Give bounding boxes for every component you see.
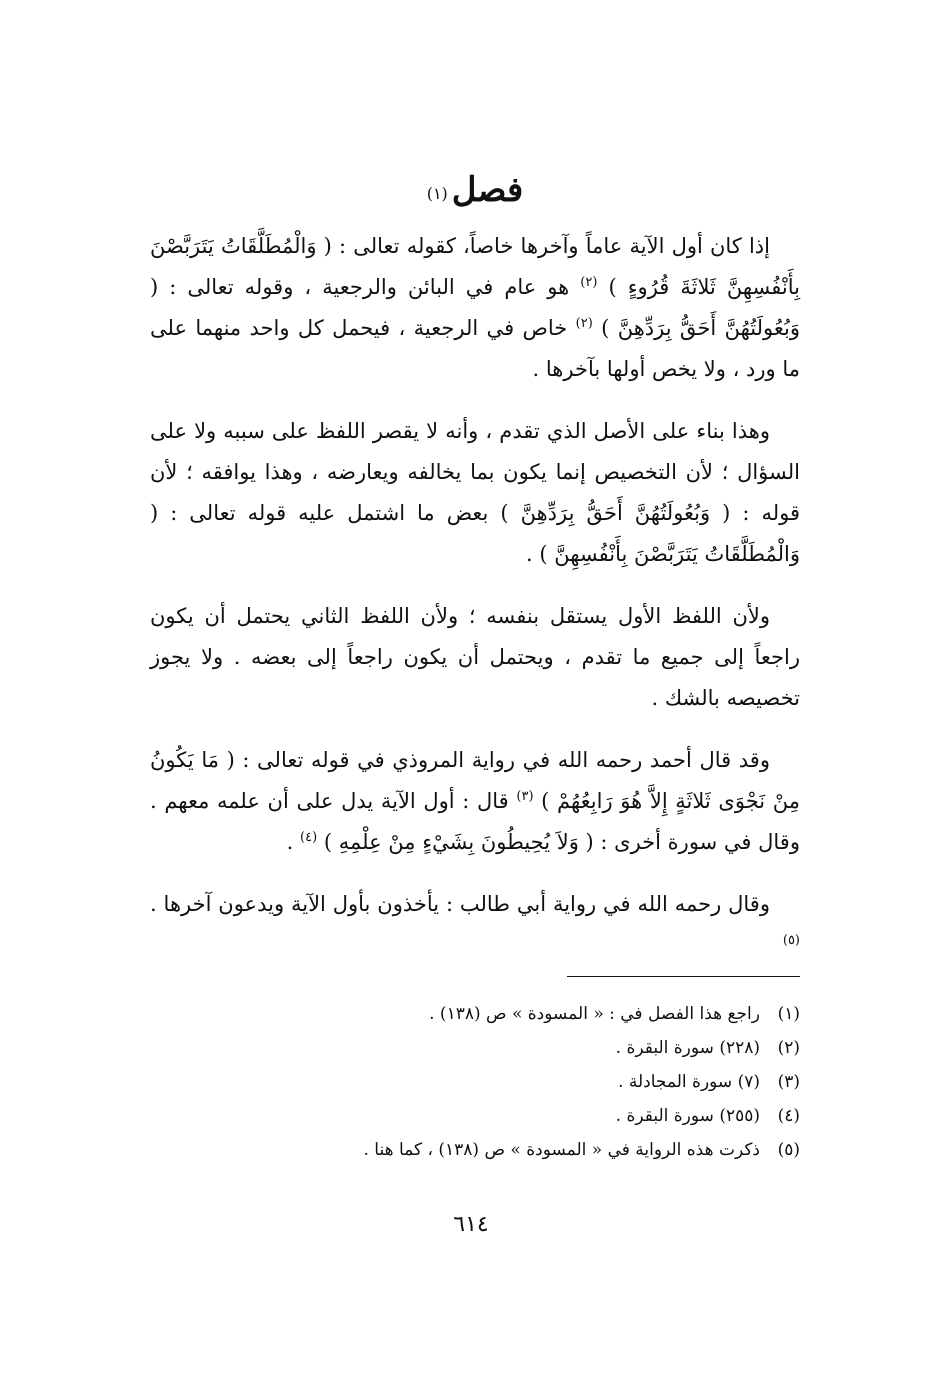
paragraph-1-text: إذا كان أول الآية عاماً وآخرها خاصاً، كقوله تعالى : ( وَالْمُطَلَّقَاتُ يَتَرَبَّصْنَ بِأَنْفُسِهِنَّ ثَلاثَةَ قُرُوءٍ ) $^{(٢)}$ هو عام في البائن والرجعية ، وقوله تعالى : ( وَبُعُولَتُهُنَّ أَحَقُّ بِرَدِّهِنَّ ) $^{(٢)}$ خاص في الرجعية ، فيحمل كل واحد منهما على ما ورد ، ولا يخص أولها بآخرها . xyxy=(150,234,801,381)
paragraph-5-text: وقال رحمه الله في رواية أبي طالب : يأخذون بأول الآية ويدعون آخرها . xyxy=(150,892,770,916)
footnote-ref-1-1: (٢) xyxy=(580,275,598,290)
footnote-number: (٥) xyxy=(777,1140,800,1160)
paragraph-5 xyxy=(150,884,800,966)
footnote-ref-5: (٥) xyxy=(782,933,800,948)
footnote-number: (٢) xyxy=(777,1038,800,1058)
paragraph-4 xyxy=(150,740,800,863)
heading-footnote-ref: (١) xyxy=(426,184,448,203)
footnote-number: (٤) xyxy=(777,1106,800,1126)
paragraph-1 xyxy=(150,226,800,390)
footnote-separator xyxy=(567,976,800,977)
section-heading xyxy=(150,168,800,212)
paragraph-2 xyxy=(150,411,800,575)
footnote-3 xyxy=(150,1068,800,1102)
page-body xyxy=(150,168,800,987)
footnote-number: (٣) xyxy=(777,1072,800,1092)
footnote-text: (٢٥٥) سورة البقرة . xyxy=(615,1106,760,1126)
paragraph-4-text: وقد قال أحمد رحمه الله في رواية المروذي في قوله تعالى : ( مَا يَكُونُ مِنْ نَجْوَى ثَلاثَةٍ إِلاَّ هُوَ رَابِعُهُمْ ) $^{(٣)}$ قال : أول الآية يدل على أن علمه معهم . وقال في سورة أخرى : ( وَلاَ يُحِيطُونَ بِشَيْءٍ مِنْ عِلْمِهِ ) $^{(٤)}$ . xyxy=(150,748,800,854)
paragraph-3-text: ولأن اللفظ الأول يستقل بنفسه ؛ ولأن اللفظ الثاني يحتمل أن يكون راجعاً إلى جميع ما تقدم ، ويحتمل أن يكون راجعاً إلى بعضه . ولا يجوز تخصيصه بالشك . xyxy=(150,604,800,710)
footnote-ref-4-2: (٤) xyxy=(300,830,318,845)
paragraph-3 xyxy=(150,596,800,719)
footnote-text: (٢٢٨) سورة البقرة . xyxy=(615,1038,760,1058)
footnote-2 xyxy=(150,1034,800,1068)
footnote-4 xyxy=(150,1102,800,1136)
footnote-text: راجع هذا الفصل في : « المسودة » ص (١٣٨) . xyxy=(429,1004,760,1024)
footnote-ref-4-1: (٣) xyxy=(516,789,534,804)
footnote-text: ذكرت هذه الرواية في « المسودة » ص (١٣٨) ، كما هنا . xyxy=(363,1140,760,1160)
footnote-number: (١) xyxy=(777,1004,800,1024)
footnote-text: (٧) سورة المجادلة . xyxy=(618,1072,760,1092)
paragraph-2-text: وهذا بناء على الأصل الذي تقدم ، وأنه لا يقصر اللفظ على سببه ولا على السؤال ؛ لأن التخصيص إنما يكون بما يخالفه ويعارضه ، وهذا يوافقه ؛ لأن قوله : ( وَبُعُولَتُهُنَّ أَحَقُّ بِرَدِّهِنَّ ) بعض ما اشتمل عليه قوله تعالى : ( وَالْمُطَلَّقَاتُ يَتَرَبَّصْنَ بِأَنْفُسِهِنَّ ) . xyxy=(150,419,800,566)
footnote-1 xyxy=(150,1000,800,1034)
section-title: فصل xyxy=(451,170,524,210)
page-number: ٦١٤ xyxy=(453,1212,489,1237)
footnote-ref-1-2: (٢) xyxy=(575,316,593,331)
footnote-5 xyxy=(150,1136,800,1170)
footnotes xyxy=(150,1000,800,1170)
